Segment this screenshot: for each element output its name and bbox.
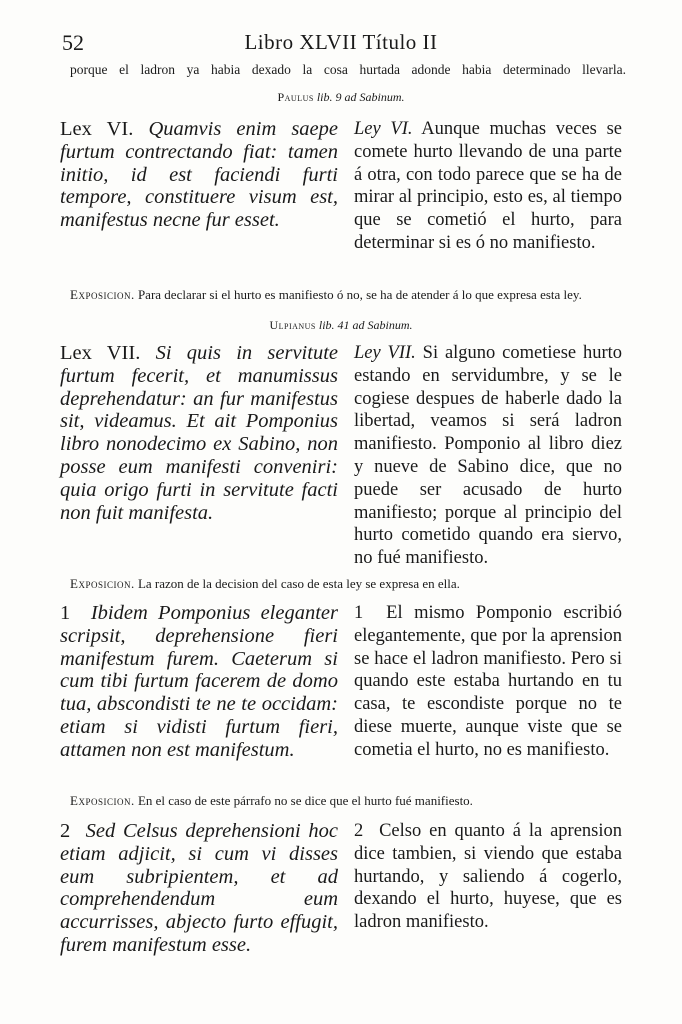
latin-text: Sed Celsus deprehensioni hoc etiam adjicit, si cum vi disses eum subripientem, et ad comprehendendum eum accurrisses, abjecto furto effugit, furem manifestum esse. bbox=[60, 820, 339, 956]
spanish-text: Celso en quanto á la aprension dice tambien, si viendo que estaba hurtando, y saliendo á cogerlo, dexando el hurto, huyese, que es ladron manifiesto. bbox=[354, 821, 623, 933]
latin-column-lex-7 bbox=[60, 342, 338, 524]
spanish-column-ley-6 bbox=[354, 118, 622, 255]
exposicion-label: Exposicion. bbox=[70, 287, 135, 302]
latin-column-paragraph-1 bbox=[60, 602, 338, 762]
exposicion-2 bbox=[70, 575, 626, 592]
exposicion-text: La razon de la decision del caso de esta ley se expresa en ella. bbox=[137, 576, 460, 591]
latin-paragraph bbox=[60, 602, 338, 762]
lex-label: Lex VII. bbox=[60, 342, 141, 364]
spanish-column-paragraph-1 bbox=[354, 602, 622, 762]
citation-source: lib. 9 ad Sabinum. bbox=[316, 90, 405, 104]
spanish-text: Aunque muchas veces se comete hurto llevando de una parte á otra, con todo parece que se ha de mirar al principio, esto es, al tiempo que se cometió el hurto, para determinar si es ó no manifiesto. bbox=[354, 119, 623, 253]
exposicion-text: Para declarar si el hurto es manifiesto ó no, se ha de atender á lo que expresa esta ley. bbox=[137, 287, 582, 302]
spanish-column-paragraph-2 bbox=[354, 820, 622, 934]
spanish-paragraph bbox=[354, 820, 622, 934]
latin-paragraph bbox=[60, 820, 338, 957]
citation-source: lib. 41 ad Sabinum. bbox=[318, 318, 413, 332]
ley-label: Ley VII. bbox=[354, 343, 416, 363]
exposicion-1 bbox=[70, 286, 626, 303]
latin-text: Si quis in servitute furtum fecerit, et manumissus deprehendatur: an fur manifestus sit, videamus. Et ait Pomponius libro nonodecimo ex Sabino, non posse eum manifesti conveniri: quia origo furti in servitute facti non fuit manifesta. bbox=[60, 342, 338, 524]
lex-label: Lex VI. bbox=[60, 118, 134, 140]
spanish-text: El mismo Pomponio escribió elegantemente, que por la aprension se hace el ladron manifiesto. Pero si quando este estaba hurtando en tu casa, te escondiste porque no te diese muerte, aunque viste que se cometia el hurto, no es manifiesto. bbox=[354, 603, 622, 760]
latin-text: Ibidem Pomponius eleganter scripsit, deprehensione fieri manifestum furem. Caeterum si cum tibi furtum facerem de domo tua, abscondisti te ne te occidam: etiam si vidisti furtum fieri, attamen non est manifestum. bbox=[60, 602, 338, 761]
paragraph-number: 2 bbox=[354, 821, 364, 841]
spanish-text: Si alguno cometiese hurto estando en servidumbre, y se le cogiese despues de haberle dado la libertad, veamos si será ladron manifiesto. Pomponio al libro diez y nueve de Sabino dice, que no puede ser acusado de hurto manifiesto; porque al principio del hurto cometido quando era siervo, no fué manifiesto. bbox=[354, 343, 623, 569]
running-title: Libro XLVII Título II bbox=[244, 30, 438, 54]
page-number: 52 bbox=[62, 30, 84, 55]
paragraph-number: 1 bbox=[60, 602, 71, 624]
citation-paulus bbox=[0, 90, 682, 105]
latin-column-lex-6 bbox=[60, 118, 338, 232]
exposicion-label: Exposicion. bbox=[70, 793, 135, 808]
intro-line: porque el ladron ya habia dexado la cosa hurtada adonde habia determinado llevarla. bbox=[70, 62, 626, 77]
spanish-column-ley-7 bbox=[354, 342, 622, 570]
latin-column-paragraph-2 bbox=[60, 820, 338, 957]
citation-author: Paulus bbox=[277, 90, 314, 104]
citation-ulpianus bbox=[0, 318, 682, 333]
exposicion-3 bbox=[70, 792, 626, 809]
ley-label: Ley VI. bbox=[354, 119, 413, 139]
spanish-paragraph bbox=[354, 602, 622, 762]
latin-paragraph bbox=[60, 118, 338, 232]
latin-text: Quamvis enim saepe furtum contrectando fiat: tamen initio, id est faciendi furti tempore, constituere visum est, manifestus necne fur esset. bbox=[60, 118, 339, 232]
exposicion-text: En el caso de este párrafo no se dice que el hurto fué manifiesto. bbox=[137, 793, 473, 808]
latin-paragraph bbox=[60, 342, 338, 524]
citation-author: Ulpianus bbox=[269, 318, 316, 332]
page-header bbox=[62, 30, 620, 56]
paragraph-number: 1 bbox=[354, 603, 364, 623]
paragraph-number: 2 bbox=[60, 820, 71, 842]
exposicion-label: Exposicion. bbox=[70, 576, 135, 591]
spanish-paragraph bbox=[354, 118, 622, 255]
spanish-paragraph bbox=[354, 342, 622, 570]
